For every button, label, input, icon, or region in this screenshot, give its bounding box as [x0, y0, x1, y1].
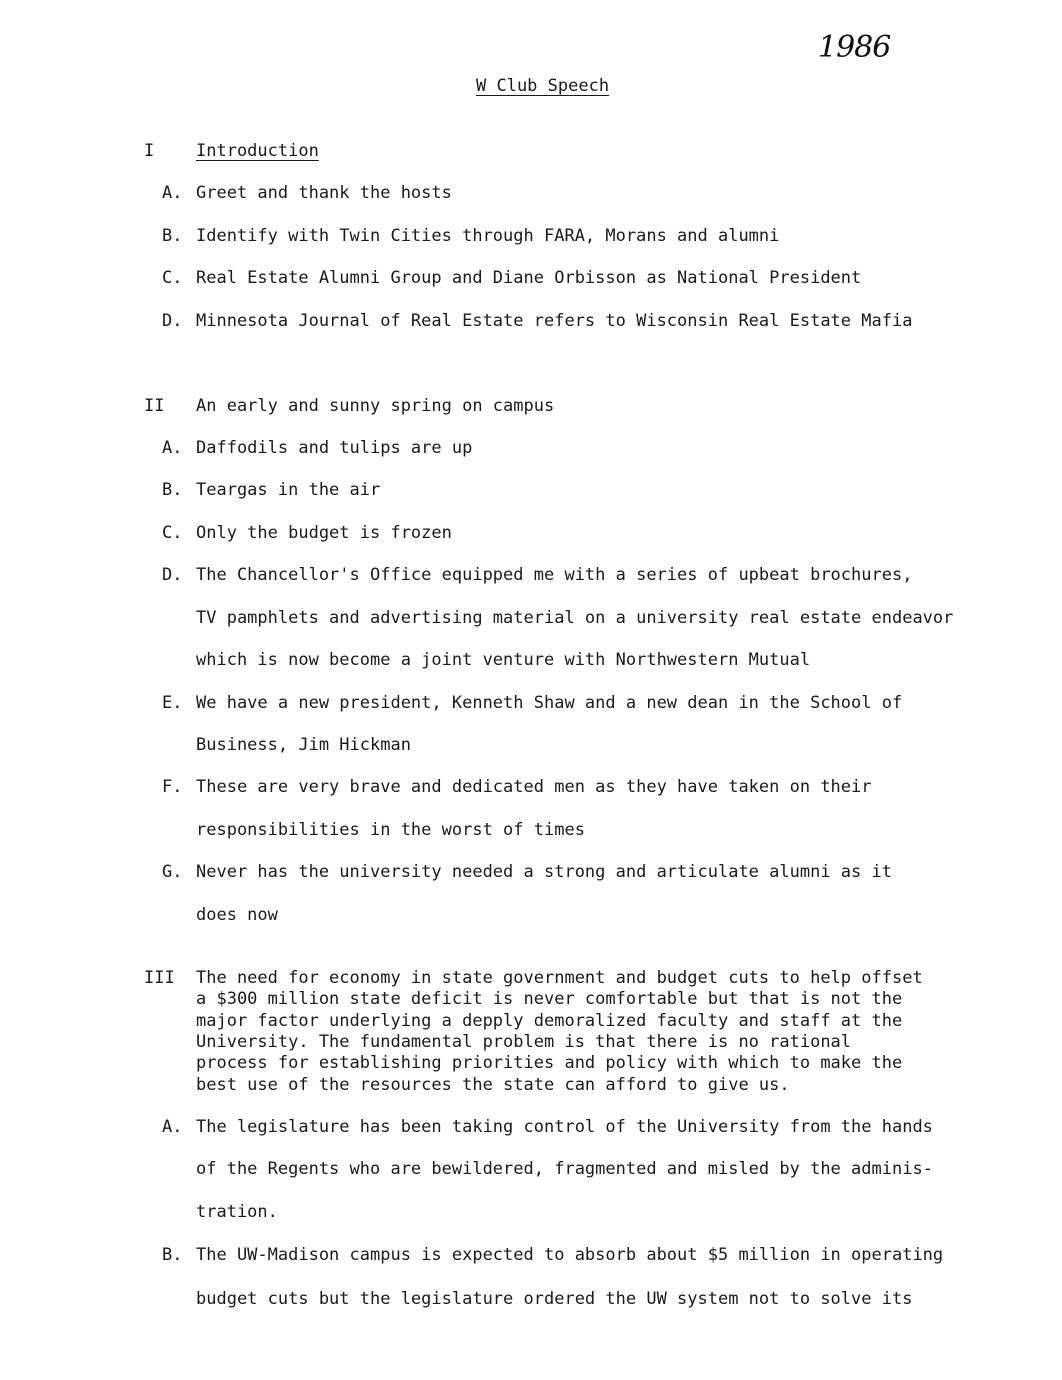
item-text: Never has the university needed a strong and articulate alumni as it: [196, 862, 892, 882]
paragraph-line: University. The fundamental problem is that there is no rational: [196, 1032, 852, 1052]
item-letter: A.: [162, 183, 183, 203]
item-text: Real Estate Alumni Group and Diane Orbisson as National President: [196, 268, 862, 288]
item-letter: B.: [162, 226, 183, 246]
section-numeral-1: I: [144, 141, 155, 161]
paragraph-line: The need for economy in state government and budget cuts to help offset: [196, 968, 923, 988]
item-letter: A.: [162, 438, 183, 458]
item-letter: D.: [162, 311, 183, 331]
item-letter: A.: [162, 1117, 183, 1137]
item-text-continued: TV pamphlets and advertising material on a university real estate endeavor: [196, 608, 954, 628]
item-text: The UW-Madison campus is expected to absorb about $5 million in operating: [196, 1245, 944, 1265]
item-text: Greet and thank the hosts: [196, 183, 452, 203]
paragraph-line: major factor underlying a depply demoralized faculty and staff at the: [196, 1011, 903, 1031]
item-letter: D.: [162, 565, 183, 585]
item-text: The legislature has been taking control of the University from the hands: [196, 1117, 933, 1137]
item-text-continued: responsibilities in the worst of times: [196, 820, 585, 840]
item-text-continued: of the Regents who are bewildered, fragmented and misled by the adminis-: [196, 1159, 933, 1179]
item-text: Teargas in the air: [196, 480, 381, 500]
section-heading-2: An early and sunny spring on campus: [196, 396, 555, 416]
item-letter: E.: [162, 693, 183, 713]
item-text-continued: which is now become a joint venture with Northwestern Mutual: [196, 650, 811, 670]
item-text: The Chancellor's Office equipped me with a series of upbeat brochures,: [196, 565, 913, 585]
section-heading-1: Introduction: [196, 141, 319, 161]
item-text-continued: does now: [196, 905, 278, 925]
item-text-continued: budget cuts but the legislature ordered the UW system not to solve its: [196, 1289, 913, 1309]
item-letter: C.: [162, 523, 183, 543]
item-letter: C.: [162, 268, 183, 288]
item-text: Minnesota Journal of Real Estate refers to Wisconsin Real Estate Mafia: [196, 311, 913, 331]
item-text: These are very brave and dedicated men as they have taken on their: [196, 777, 872, 797]
item-text: Identify with Twin Cities through FARA, Morans and alumni: [196, 226, 780, 246]
item-letter: B.: [162, 480, 183, 500]
item-text: Daffodils and tulips are up: [196, 438, 473, 458]
item-text: We have a new president, Kenneth Shaw and a new dean in the School of: [196, 693, 903, 713]
paragraph-line: process for establishing priorities and policy with which to make the: [196, 1053, 903, 1073]
section-numeral-3: III: [144, 968, 175, 988]
item-letter: G.: [162, 862, 183, 882]
handwritten-year-note: 1986: [818, 30, 891, 65]
paragraph-line: best use of the resources the state can afford to give us.: [196, 1075, 790, 1095]
section-numeral-2: II: [144, 396, 165, 416]
document-title: W Club Speech: [476, 76, 610, 96]
paragraph-line: a $300 million state deficit is never comfortable but that is not the: [196, 989, 903, 1009]
item-text-continued: tration.: [196, 1202, 278, 1222]
item-text-continued: Business, Jim Hickman: [196, 735, 411, 755]
item-letter: B.: [162, 1245, 183, 1265]
item-text: Only the budget is frozen: [196, 523, 452, 543]
item-letter: F.: [162, 777, 183, 797]
